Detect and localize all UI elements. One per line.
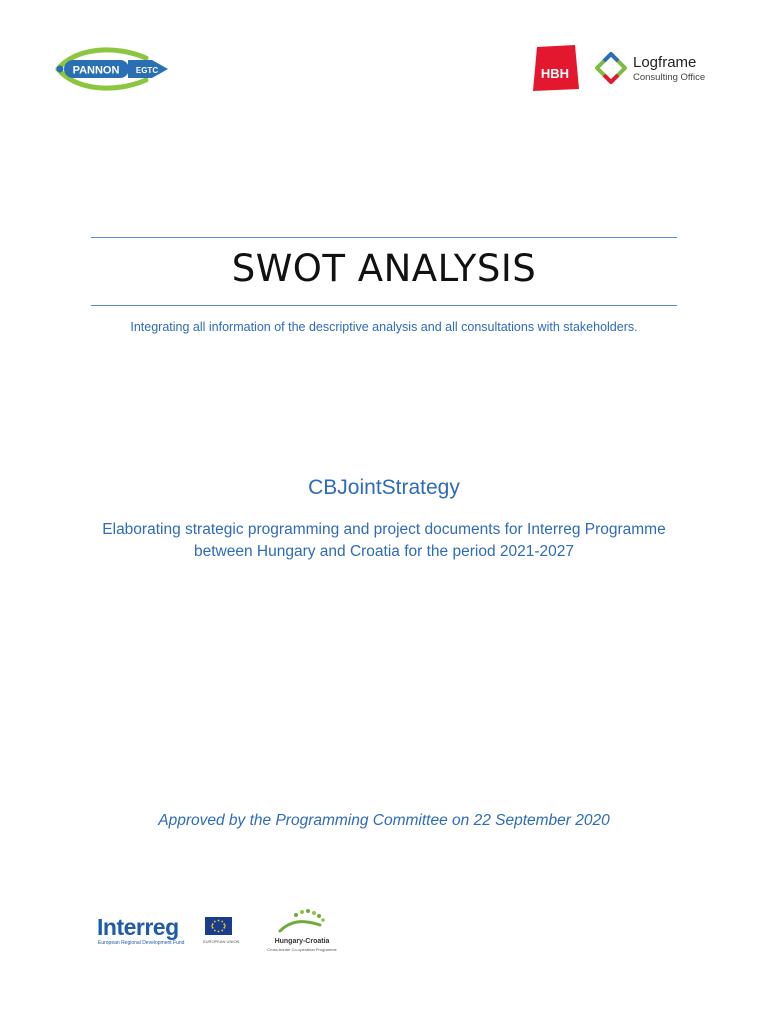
hungary-croatia-logo-graphic xyxy=(276,907,328,937)
interreg-logo-subtitle: European Regional Development Fund xyxy=(98,940,185,946)
hungary-croatia-logo-title: Hungary-Croatia xyxy=(274,938,330,945)
document-title: SWOT ANALYSIS xyxy=(231,247,537,290)
pannon-egtc-logo xyxy=(54,44,174,94)
approval-note: Approved by the Programming Committee on 22 September 2020 xyxy=(158,812,610,829)
logframe-diamond-icon xyxy=(593,51,629,85)
pannon-logo-text: PANNON xyxy=(72,64,120,77)
title-top-rule xyxy=(91,237,677,238)
hbh-logo-graphic xyxy=(531,45,580,91)
hungary-croatia-logo-subtitle: Cross-border Co-operation Programme xyxy=(267,947,337,952)
hbh-logo xyxy=(531,45,580,91)
logframe-logo xyxy=(591,46,711,90)
hungary-croatia-logo xyxy=(262,905,342,955)
eu-flag-label: EUROPEAN UNION xyxy=(203,939,240,944)
eu-flag-icon xyxy=(205,917,232,935)
interreg-logo xyxy=(97,914,240,950)
pannon-logo-graphic xyxy=(54,44,174,94)
hbh-logo-text: HBH xyxy=(540,66,570,81)
project-name: CBJointStrategy xyxy=(308,476,460,499)
pannon-logo-badge: EGTC xyxy=(135,66,159,75)
project-description: Elaborating strategic programming and project documents for Interreg Programme between Hungary and Croatia for the period 2021-2027 xyxy=(102,521,666,560)
document-subtitle: Integrating all information of the descriptive analysis and all consultations with stakeholders. xyxy=(130,320,638,334)
interreg-logo-text: Interreg xyxy=(97,914,179,940)
logframe-logo-subtitle: Consulting Office xyxy=(633,72,706,83)
logframe-logo-title: Logframe xyxy=(633,54,697,71)
title-bottom-rule xyxy=(91,305,677,306)
